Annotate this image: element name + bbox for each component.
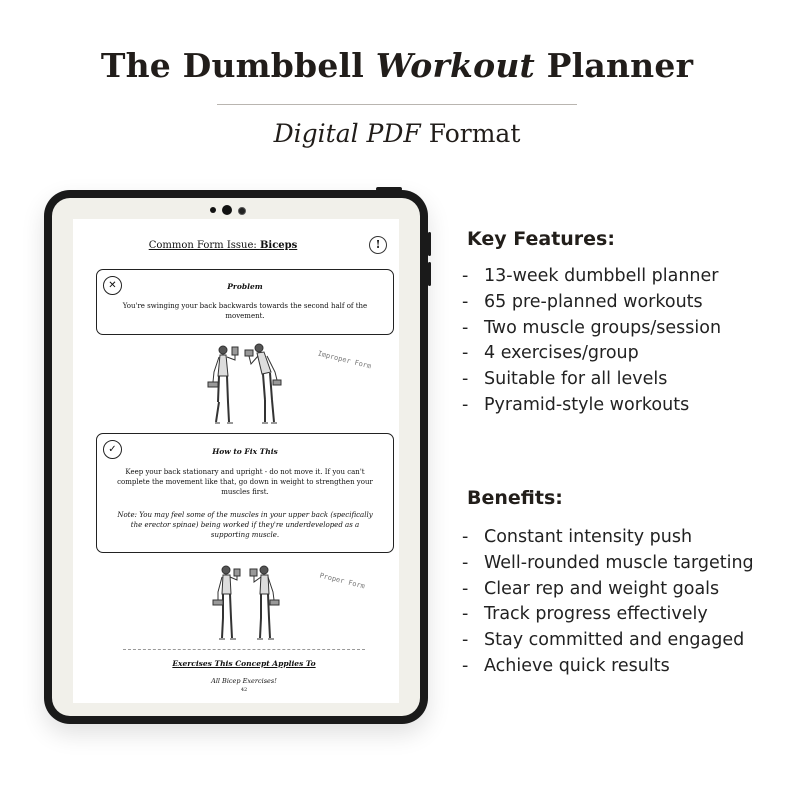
list-item: - Track progress effectively — [462, 604, 708, 625]
title-divider — [217, 104, 577, 105]
page-subtitle — [0, 119, 794, 148]
form-issue-title-prefix: Common Form Issue: — [148, 240, 260, 251]
fix-heading: How to Fix This — [212, 447, 278, 456]
problem-box — [96, 269, 394, 335]
applies-heading: Exercises This Concept Applies To — [172, 659, 316, 668]
list-item: - Stay committed and engaged — [462, 630, 745, 651]
tablet-screen — [52, 198, 420, 716]
sensor-icon — [238, 207, 246, 215]
proper-form-illustration — [212, 564, 292, 642]
list-item: - 65 pre-planned workouts — [462, 291, 703, 312]
form-issue-title — [73, 240, 373, 251]
title-part2: Planner — [534, 46, 694, 85]
list-item: - 13-week dumbbell planner — [462, 266, 719, 286]
applies-value: All Bicep Exercises! — [211, 677, 277, 685]
check-circle-icon: ✓ — [103, 440, 122, 459]
subtitle-rest: Format — [420, 119, 521, 148]
list-item: - Pyramid-style workouts — [462, 394, 690, 415]
list-item: - Clear rep and weight goals — [462, 578, 720, 599]
key-features-list — [462, 266, 721, 421]
form-issue-muscle: Biceps — [259, 240, 298, 251]
fix-note: Note: You may feel some of the muscles in your upper back (specifically the erector spinae) being worked if they're underdeveloped as a supporting muscle. — [117, 511, 373, 539]
improper-form-note: Improper Form — [316, 349, 372, 371]
tablet-volume-up-button — [428, 232, 431, 256]
benefits-list — [462, 527, 754, 682]
fix-box — [96, 433, 394, 553]
tablet-mockup — [44, 190, 428, 724]
title-emphasis: Workout — [375, 46, 535, 85]
problem-heading: Problem — [227, 282, 263, 291]
problem-text: You're swinging your back backwards towards the second half of the movement. — [122, 302, 368, 320]
list-item: - Achieve quick results — [462, 655, 670, 676]
fix-text: Keep your back stationary and upright - do not move it. If you can't complete the movement like that, go down in weight to strengthen your muscles first. — [117, 468, 373, 496]
proper-form-note: Proper Form — [318, 571, 366, 591]
planner-page — [73, 219, 399, 703]
exclamation-circle-icon: ! — [369, 236, 387, 254]
title-part1: The Dumbbell — [100, 46, 376, 85]
key-features-heading: Key Features: — [467, 228, 615, 250]
list-item: - Constant intensity push — [462, 527, 693, 547]
page-title — [0, 46, 794, 85]
x-circle-icon: ✕ — [103, 276, 122, 295]
page-number: 42 — [240, 687, 248, 693]
camera-icon — [222, 205, 232, 215]
improper-form-illustration — [205, 342, 285, 428]
list-item: - Well-rounded muscle targeting — [462, 552, 754, 573]
subtitle-emphasis: Digital PDF — [273, 119, 421, 148]
benefits-heading: Benefits: — [467, 487, 563, 509]
page-divider — [123, 649, 365, 650]
list-item: - Two muscle groups/session — [462, 317, 722, 338]
list-item: - 4 exercises/group — [462, 343, 639, 364]
sensor-icon — [210, 207, 216, 213]
tablet-volume-down-button — [428, 262, 431, 286]
tablet-power-button — [376, 187, 402, 191]
list-item: - Suitable for all levels — [462, 369, 668, 390]
